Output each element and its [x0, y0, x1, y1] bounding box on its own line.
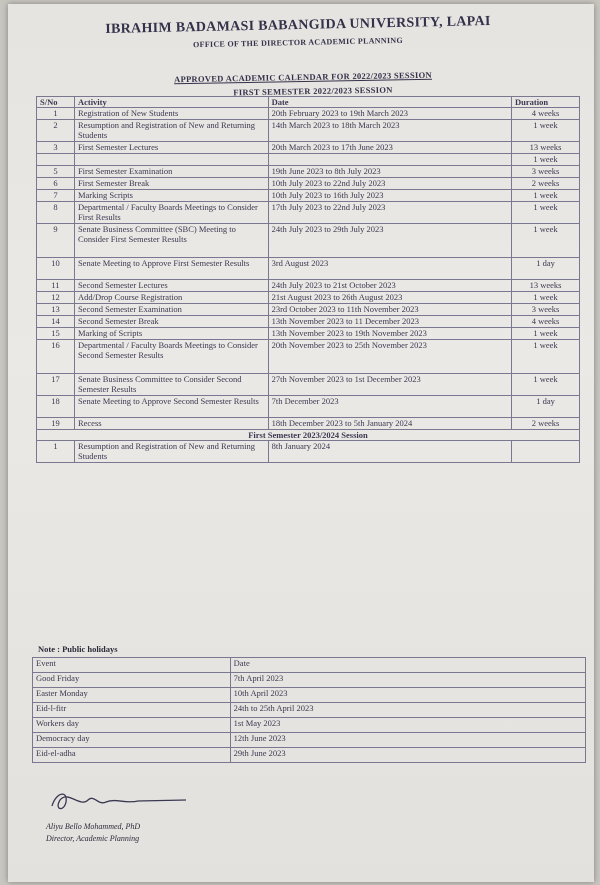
cell-activity: Resumption and Registration of New and Returning Students — [74, 441, 268, 463]
holiday-date: 1st May 2023 — [230, 718, 585, 733]
signature-scribble — [46, 786, 196, 816]
cell-duration: 4 weeks — [512, 316, 580, 328]
table-header-row — [37, 97, 580, 108]
holiday-note: Note : Public holidays — [38, 644, 118, 654]
cell-sno: 14 — [37, 316, 75, 328]
cell-activity: First Semester Break — [74, 178, 268, 190]
cell-date: 18th December 2023 to 5th January 2024 — [268, 418, 511, 430]
semester-title: FIRST SEMESTER 2022/2023 SESSION — [233, 84, 393, 98]
holiday-event: Democracy day — [33, 733, 231, 748]
cell-date: 27th November 2023 to 1st December 2023 — [268, 374, 511, 396]
cell-duration: 13 weeks — [512, 280, 580, 292]
cell-duration: 1 week — [512, 374, 580, 396]
holiday-event: Good Friday — [33, 673, 231, 688]
table-row — [37, 396, 580, 418]
cell-activity: Second Semester Break — [74, 316, 268, 328]
header-holiday-date: Date — [230, 658, 585, 673]
cell-date: 10th July 2023 to 22nd July 2023 — [268, 178, 511, 190]
cell-sno: 18 — [37, 396, 75, 418]
table-row — [37, 374, 580, 396]
cell-duration: 3 weeks — [512, 166, 580, 178]
next-session-title: First Semester 2023/2024 Session — [37, 430, 580, 441]
cell-sno: 7 — [37, 190, 75, 202]
cell-activity: Second Semester Lectures — [74, 280, 268, 292]
cell-duration: 1 week — [512, 190, 580, 202]
cell-sno: 13 — [37, 304, 75, 316]
holiday-date: 7th April 2023 — [230, 673, 585, 688]
table-row — [37, 108, 580, 120]
cell-date: 21st August 2023 to 26th August 2023 — [268, 292, 511, 304]
cell-sno: 2 — [37, 120, 75, 142]
holiday-date: 24th to 25th April 2023 — [230, 703, 585, 718]
cell-date: 19th June 2023 to 8th July 2023 — [268, 166, 511, 178]
table-row — [37, 120, 580, 142]
cell-duration: 1 week — [512, 224, 580, 258]
cell-date: 24th July 2023 to 21st October 2023 — [268, 280, 511, 292]
table-row — [37, 441, 580, 463]
cell-sno: 17 — [37, 374, 75, 396]
header-duration: Duration — [512, 97, 580, 108]
holiday-event: Eid-l-fitr — [33, 703, 231, 718]
cell-sno: 6 — [37, 178, 75, 190]
header-sno: S/No — [37, 97, 75, 108]
header-date: Date — [268, 97, 511, 108]
holiday-date: 10th April 2023 — [230, 688, 585, 703]
holiday-row — [33, 673, 586, 688]
cell-duration: 4 weeks — [512, 108, 580, 120]
cell-duration: 3 weeks — [512, 304, 580, 316]
cell-duration — [512, 441, 580, 463]
cell-duration: 1 week — [512, 202, 580, 224]
signatory-name: Aliyu Bello Mohammed, PhD — [46, 822, 141, 831]
cell-activity: Senate Meeting to Approve First Semester Results — [74, 258, 268, 280]
cell-date — [268, 154, 511, 166]
cell-duration: 1 week — [512, 292, 580, 304]
cell-sno: 9 — [37, 224, 75, 258]
cell-activity: Add/Drop Course Registration — [74, 292, 268, 304]
cell-sno — [37, 154, 75, 166]
cell-date: 20th November 2023 to 25th November 2023 — [268, 340, 511, 374]
section-header-row — [37, 430, 580, 441]
calendar-table — [36, 96, 580, 463]
cell-date: 23rd October 2023 to 11th November 2023 — [268, 304, 511, 316]
holiday-row — [33, 748, 586, 763]
holiday-date: 29th June 2023 — [230, 748, 585, 763]
table-row — [37, 224, 580, 258]
cell-date: 24th July 2023 to 29th July 2023 — [268, 224, 511, 258]
holiday-row — [33, 703, 586, 718]
cell-date: 13th November 2023 to 11 December 2023 — [268, 316, 511, 328]
cell-activity: Recess — [74, 418, 268, 430]
holiday-event: Easter Monday — [33, 688, 231, 703]
holiday-event: Eid-el-adha — [33, 748, 231, 763]
cell-activity: Senate Meeting to Approve Second Semester Results — [74, 396, 268, 418]
cell-duration: 13 weeks — [512, 142, 580, 154]
cell-date: 17th July 2023 to 22nd July 2023 — [268, 202, 511, 224]
cell-duration: 2 weeks — [512, 418, 580, 430]
holiday-row — [33, 688, 586, 703]
cell-sno: 5 — [37, 166, 75, 178]
cell-activity: First Semester Lectures — [74, 142, 268, 154]
table-row — [37, 292, 580, 304]
table-row — [37, 258, 580, 280]
office-name: OFFICE OF THE DIRECTOR ACADEMIC PLANNING — [192, 35, 404, 50]
cell-date: 20th March 2023 to 17th June 2023 — [268, 142, 511, 154]
cell-activity: Departmental / Faculty Boards Meetings to Consider First Results — [74, 202, 268, 224]
cell-duration: 1 week — [512, 340, 580, 374]
cell-sno: 8 — [37, 202, 75, 224]
cell-duration: 2 weeks — [512, 178, 580, 190]
holiday-header-row — [33, 658, 586, 673]
cell-sno: 1 — [37, 441, 75, 463]
cell-activity: Senate Business Committee to Consider Second Semester Results — [74, 374, 268, 396]
cell-activity: Departmental / Faculty Boards Meetings to Consider Second Semester Results — [74, 340, 268, 374]
table-row — [37, 328, 580, 340]
cell-sno: 3 — [37, 142, 75, 154]
table-row — [37, 154, 580, 166]
cell-sno: 11 — [37, 280, 75, 292]
cell-activity: Registration of New Students — [74, 108, 268, 120]
cell-date: 8th January 2024 — [268, 441, 511, 463]
header-event: Event — [33, 658, 231, 673]
holiday-event: Workers day — [33, 718, 231, 733]
cell-sno: 19 — [37, 418, 75, 430]
cell-date: 14th March 2023 to 18th March 2023 — [268, 120, 511, 142]
cell-sno: 16 — [37, 340, 75, 374]
table-row — [37, 190, 580, 202]
table-row — [37, 340, 580, 374]
table-row — [37, 418, 580, 430]
table-row — [37, 316, 580, 328]
cell-date: 7th December 2023 — [268, 396, 511, 418]
table-row — [37, 280, 580, 292]
calendar-title: APPROVED ACADEMIC CALENDAR FOR 2022/2023 SESSION — [173, 69, 432, 85]
holiday-date: 12th June 2023 — [230, 733, 585, 748]
cell-duration: 1 day — [512, 396, 580, 418]
table-row — [37, 304, 580, 316]
cell-date: 20th February 2023 to 19th March 2023 — [268, 108, 511, 120]
cell-sno: 1 — [37, 108, 75, 120]
cell-duration: 1 day — [512, 258, 580, 280]
table-row — [37, 142, 580, 154]
cell-activity: First Semester Examination — [74, 166, 268, 178]
cell-date: 10th July 2023 to 16th July 2023 — [268, 190, 511, 202]
cell-activity: Second Semester Examination — [74, 304, 268, 316]
signatory-title: Director, Academic Planning — [46, 834, 140, 843]
cell-duration: 1 week — [512, 120, 580, 142]
table-row — [37, 202, 580, 224]
cell-activity — [74, 154, 268, 166]
header-activity: Activity — [74, 97, 268, 108]
cell-activity: Marking Scripts — [74, 190, 268, 202]
cell-sno: 12 — [37, 292, 75, 304]
holiday-table — [32, 657, 586, 763]
cell-activity: Senate Business Committee (SBC) Meeting to Consider First Semester Results — [74, 224, 268, 258]
table-row — [37, 178, 580, 190]
cell-activity: Marking of Scripts — [74, 328, 268, 340]
cell-sno: 10 — [37, 258, 75, 280]
cell-date: 13th November 2023 to 19th November 2023 — [268, 328, 511, 340]
cell-duration: 1 week — [512, 328, 580, 340]
holiday-row — [33, 733, 586, 748]
cell-duration: 1 week — [512, 154, 580, 166]
cell-sno: 15 — [37, 328, 75, 340]
holiday-row — [33, 718, 586, 733]
table-row — [37, 166, 580, 178]
cell-date: 3rd August 2023 — [268, 258, 511, 280]
university-name: IBRAHIM BADAMASI BABANGIDA UNIVERSITY, LAPAI — [105, 13, 491, 38]
cell-activity: Resumption and Registration of New and Returning Students — [74, 120, 268, 142]
